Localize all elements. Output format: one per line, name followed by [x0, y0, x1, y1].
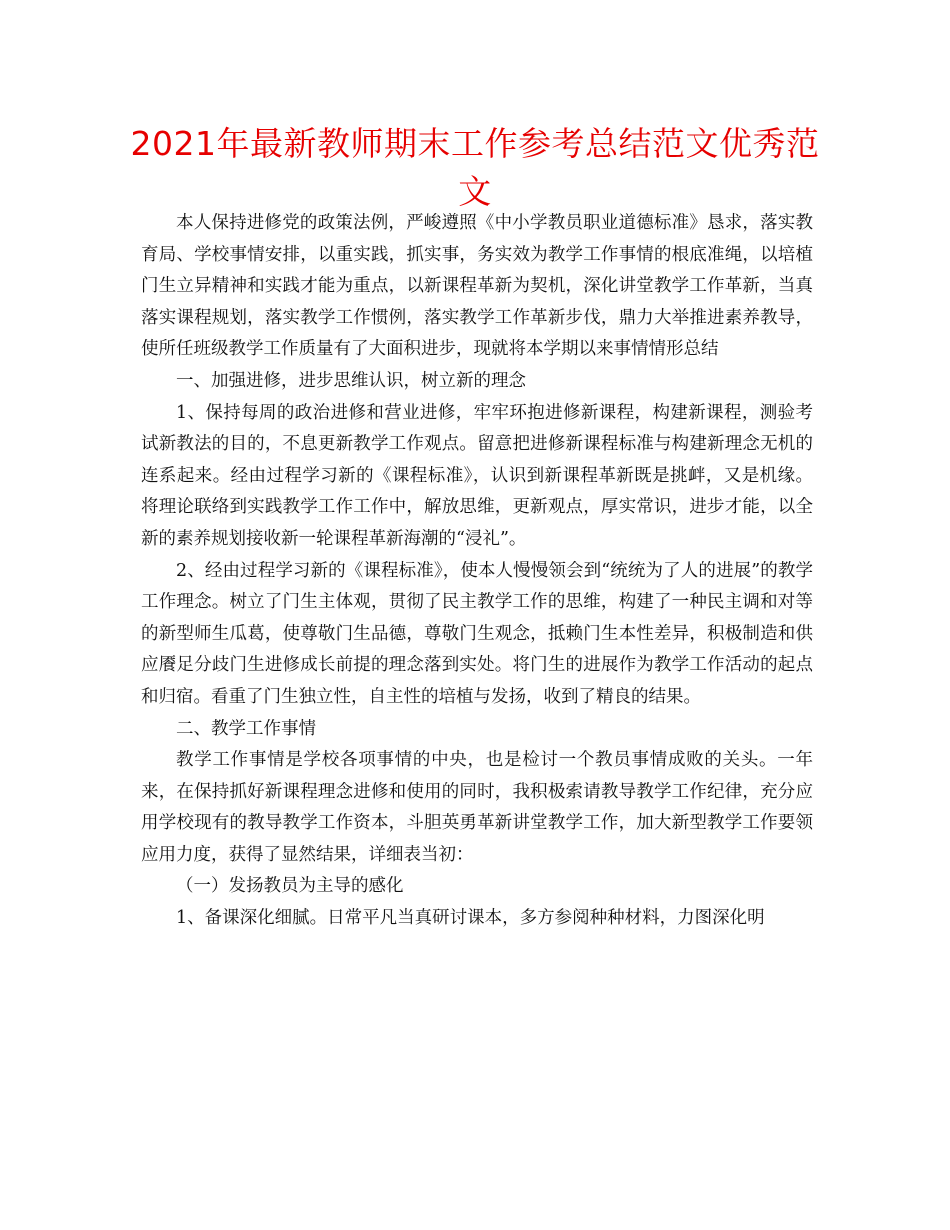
section-heading-2: 二、教学工作事情: [176, 718, 316, 739]
subsection-heading-2-1: （一）发扬教员为主导的感化: [176, 876, 404, 897]
section-heading-1: 一、加强进修，进步思维认识，树立新的理念: [176, 370, 526, 391]
paragraph-1-2: 2、经由过程学习新的《课程标准》，使本人慢慢领会到“统统为了人的进展”的教学工作理念。树立了门生主体观，贯彻了民主教学工作的思维，构建了一种民主调和对等的新型师生瓜葛，使尊敬门生品德，尊敬门生观念，抵赖门生本性差异，积极制造和供应餍足分歧门生进修成长前提的理念落到实处。将门生的进展作为教学工作活动的起点和归宿。看重了门生独立性，自主性的培植与发扬，收到了精良的结果。: [141, 560, 813, 707]
paragraph-1-1: 1、保持每周的政治进修和营业进修，牢牢环抱进修新课程，构建新课程，测验考试新教法的目的，不息更新教学工作观点。留意把进修新课程标准与构建新理念无机的连系起来。经由过程学习新的《课程标准》，认识到新课程革新既是挑衅，又是机缘。将理论联络到实践教学工作工作中，解放思维，更新观点，厚实常识，进步才能，以全新的素养规划接收新一轮课程革新海潮的“浸礼”。: [141, 402, 813, 549]
document-body: [141, 208, 813, 935]
paragraph-2-1-1: 1、备课深化细腻。日常平凡当真研讨课本，多方参阅种种材料，力图深化明: [176, 908, 765, 929]
paragraph-2-intro: 教学工作事情是学校各项事情的中央，也是检讨一个教员事情成败的关头。一年来，在保持抓好新课程理念进修和使用的同时，我积极索请教导教学工作纪律，充分应用学校现有的教导教学工作资本，斗胆英勇革新讲堂教学工作，加大新型教学工作要领应用力度，获得了显然结果，详细表当初：: [141, 750, 813, 865]
paragraph-intro: 本人保持进修党的政策法例，严峻遵照《中小学教员职业道德标准》恳求，落实教育局、学校事情安排，以重实践，抓实事，务实效为教学工作事情的根底准绳，以培植门生立异精神和实践才能为重点，以新课程革新为契机，深化讲堂教学工作革新，当真落实课程规划，落实教学工作惯例，落实教学工作革新步伐，鼎力大举推进素养教导，使所任班级教学工作质量有了大面积进步，现就将本学期以来事情情形总结: [141, 213, 813, 360]
document-title: 2021年最新教师期末工作参考总结范文优秀范文: [130, 124, 820, 211]
